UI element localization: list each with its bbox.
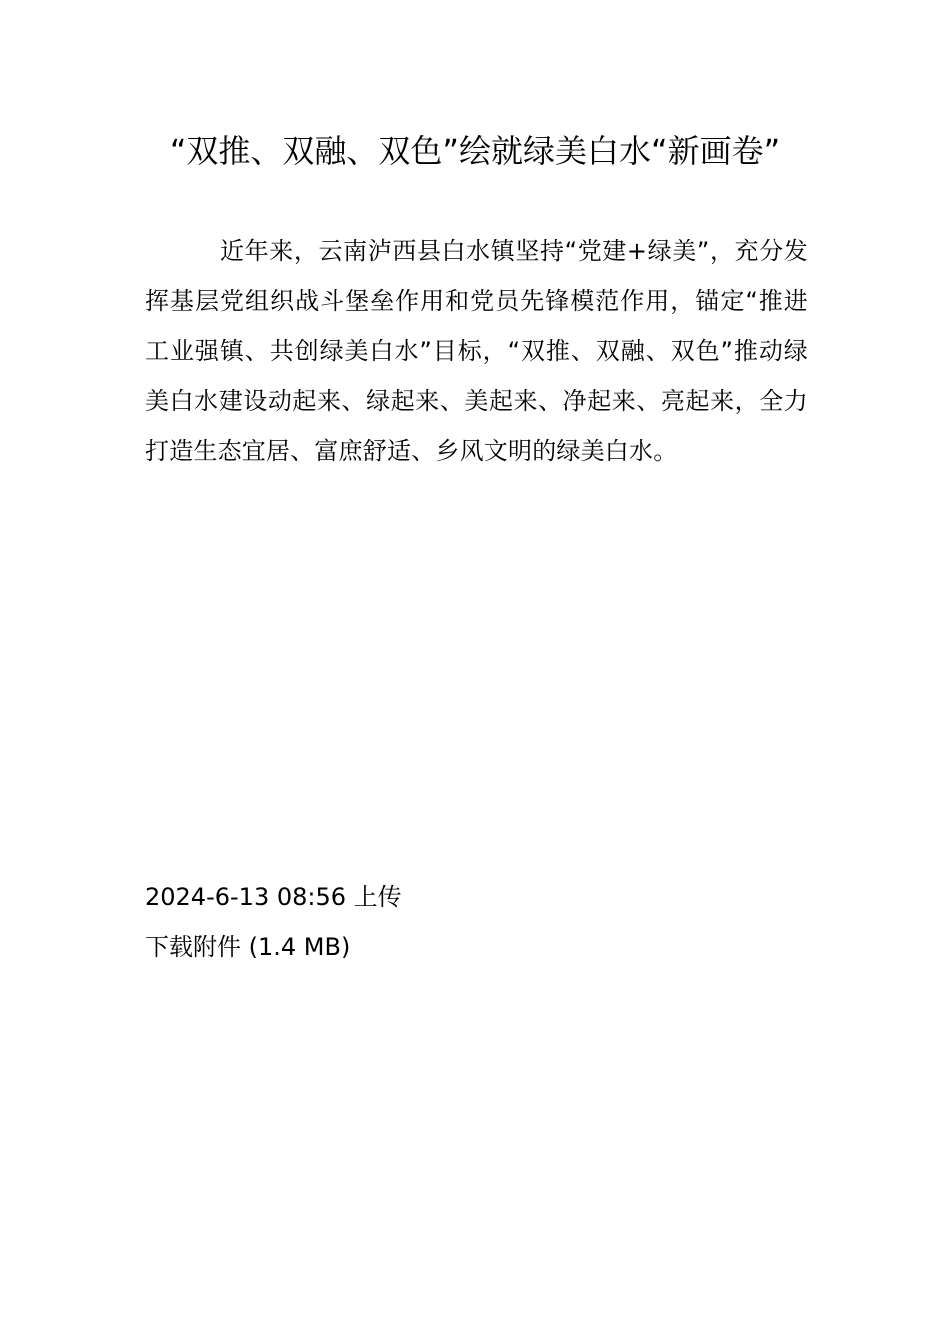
upload-timestamp: 2024-6-13 08:56 上传 bbox=[145, 883, 402, 911]
article-title: “双推、双融、双色”绘就绿美白水“新画卷” bbox=[169, 132, 781, 170]
article-paragraph: 近年来，云南泸西县白水镇坚持“党建+绿美”，充分发挥基层党组织战斗堡垒作用和党员先锋模范作用，锚定“推进工业强镇、共创绿美白水”目标，“双推、双融、双色”推动绿美白水建设动起来、绿起来、美起来、净起来、亮起来，全力打造生态宜居、富庶舒适、乡风文明的绿美白水。 bbox=[145, 237, 808, 465]
download-attachment-link[interactable]: 下载附件 (1.4 MB) bbox=[145, 933, 351, 961]
